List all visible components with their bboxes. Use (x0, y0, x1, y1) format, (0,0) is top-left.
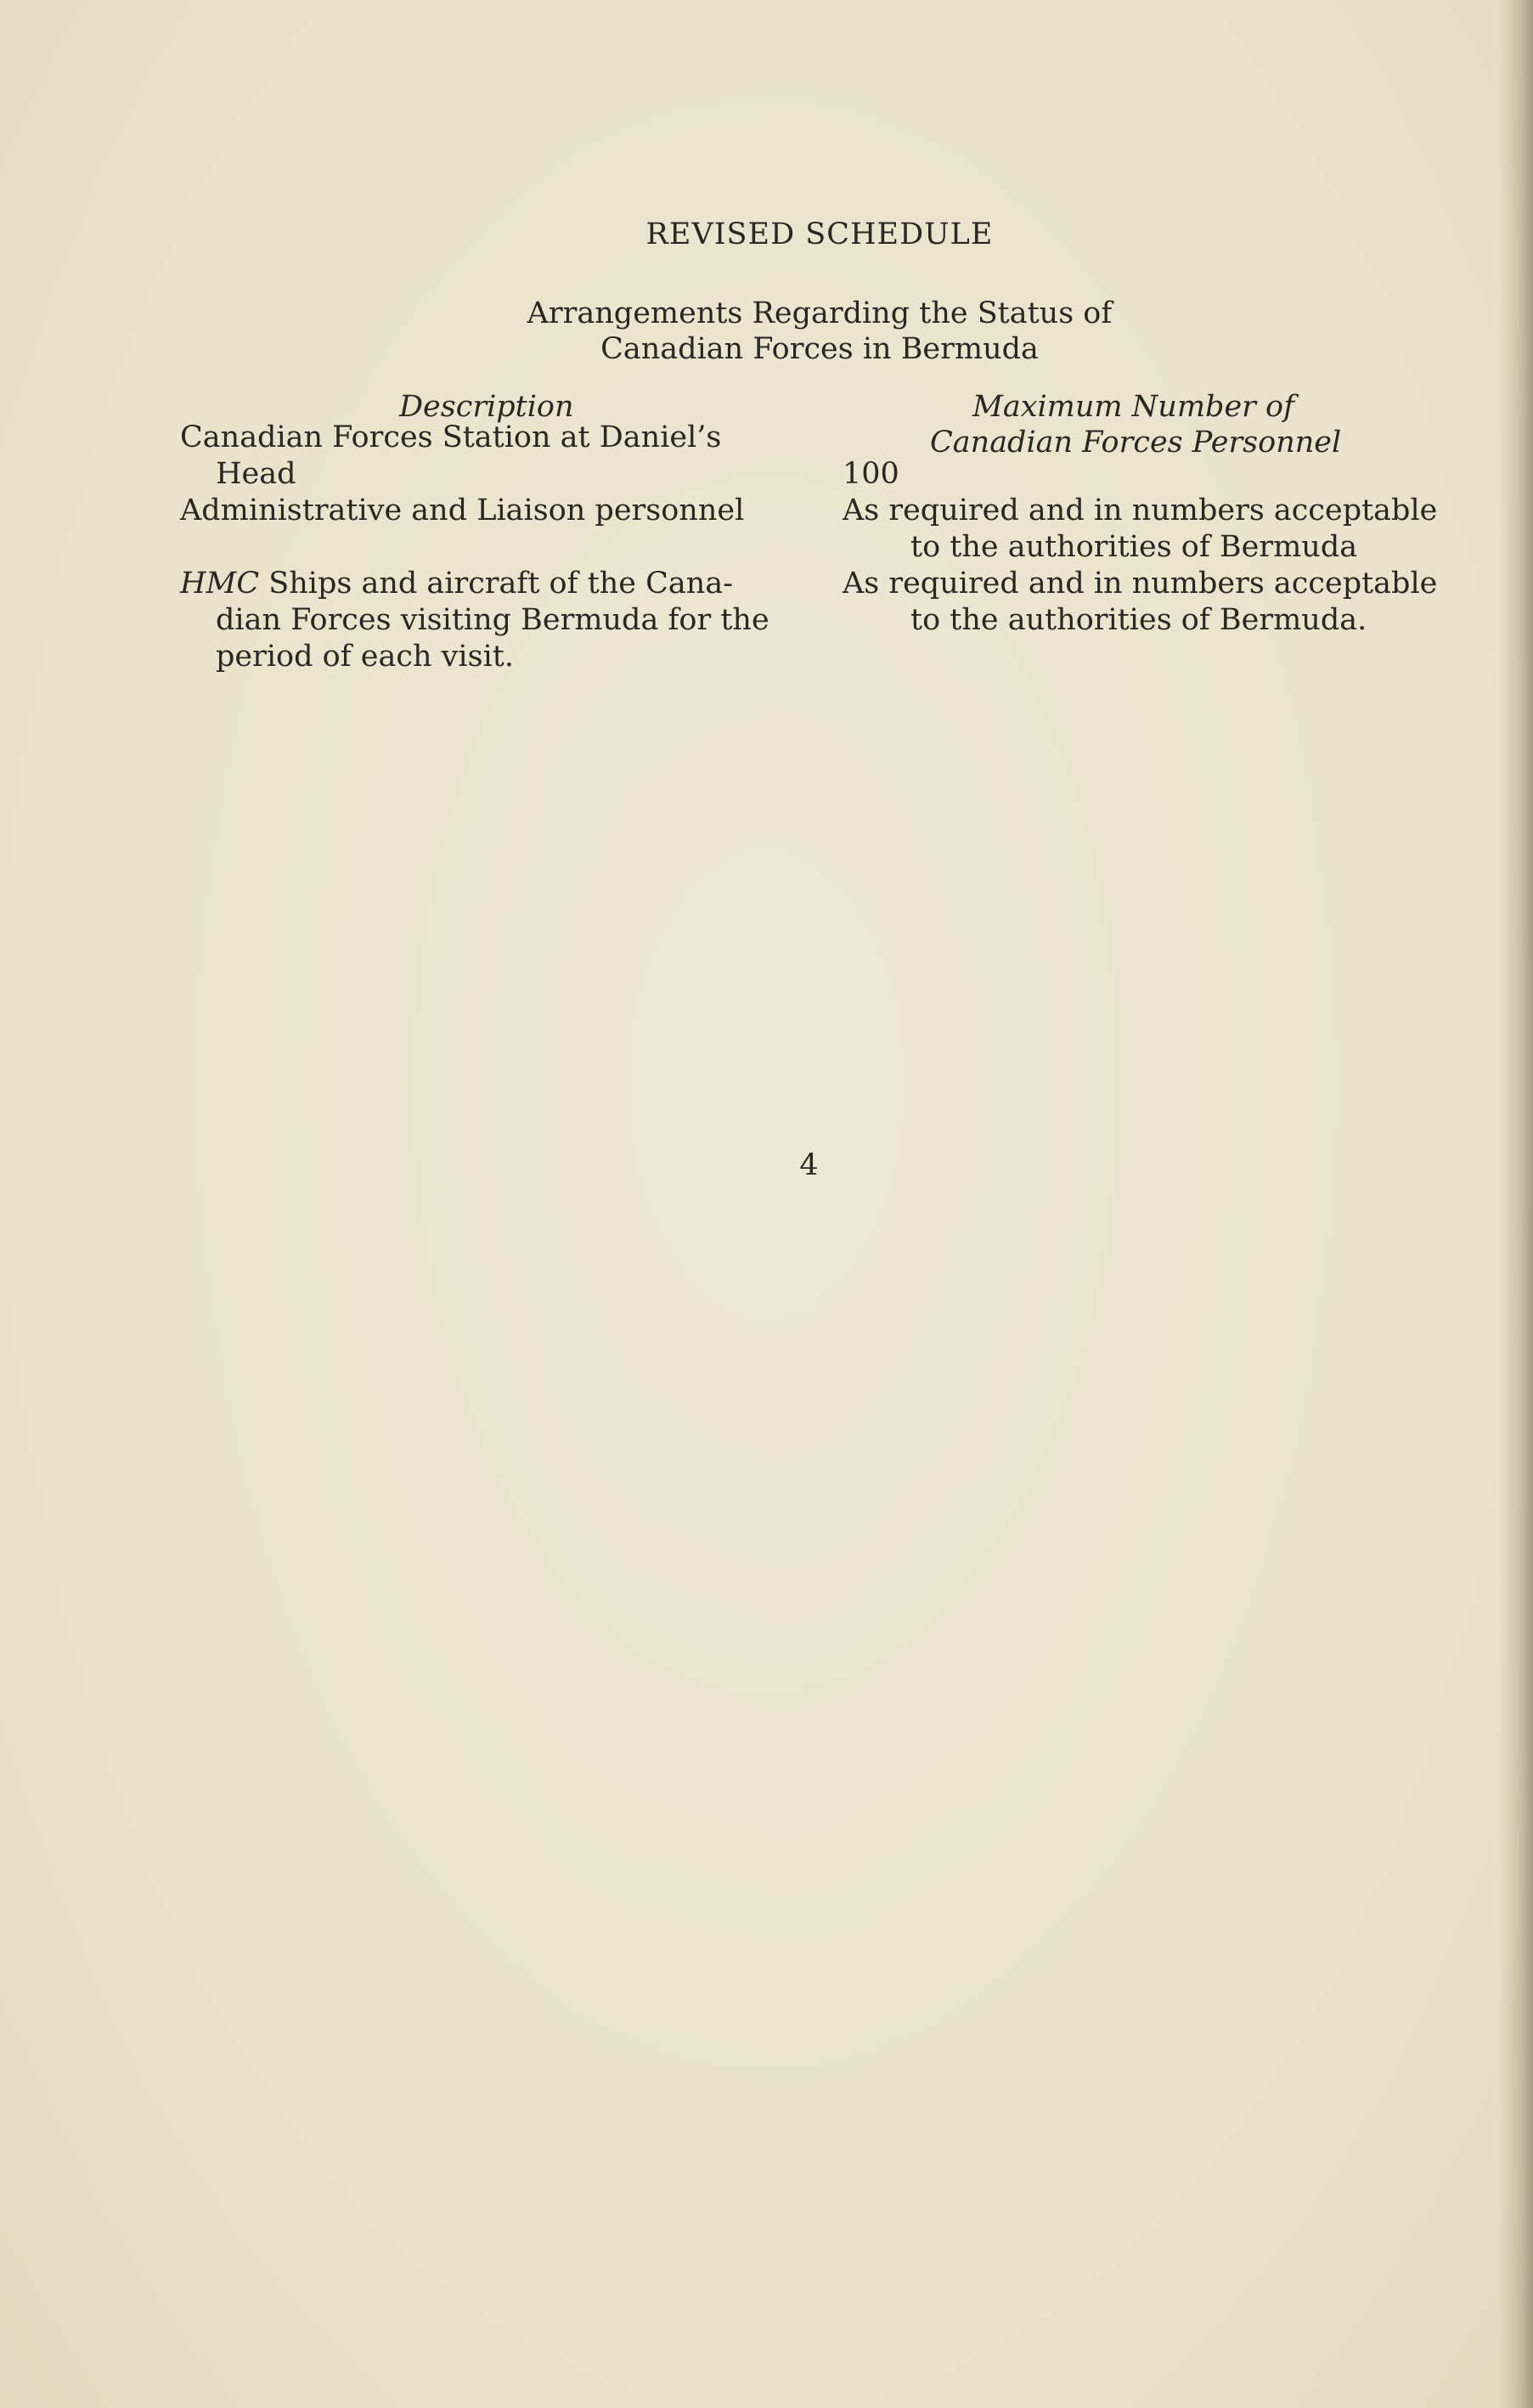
page-number: 4 (799, 1148, 819, 1182)
schedule-subtitle-line1: Arrangements Regarding the Status of (527, 296, 1113, 330)
row-3-description-line2: dian Forces visiting Bermuda for the (216, 603, 769, 637)
schedule-subtitle-line2: Canadian Forces in Bermuda (600, 332, 1039, 366)
row-3-maximum-line2: to the authorities of Bermuda. (910, 603, 1367, 637)
schedule-title: REVISED SCHEDULE (645, 217, 994, 251)
maximum-column-header-line1: Maximum Number of (972, 390, 1295, 424)
row-3-description-line3: period of each visit. (216, 640, 514, 674)
row-3-description-line1: HMC Ships and aircraft of the Cana- (180, 567, 734, 601)
row-3-maximum (843, 566, 1488, 639)
maximum-column-header-line2: Canadian Forces Personnel (930, 426, 1342, 460)
row-3-maximum-line1: As required and in numbers acceptable (843, 567, 1438, 601)
description-column-header: Description (399, 390, 574, 424)
row-2-description: Administrative and Liaison personnel (180, 493, 745, 527)
row-1-maximum: 100 (843, 457, 899, 491)
row-2-maximum (843, 493, 1488, 566)
row-3-description-prefix: HMC (180, 567, 260, 601)
row-1-description (180, 420, 804, 493)
row-3-description (180, 566, 804, 675)
row-2-maximum-line2: to the authorities of Bermuda (910, 530, 1358, 564)
row-1-description-line2: Head (216, 457, 296, 491)
row-2-maximum-line1: As required and in numbers acceptable (843, 493, 1438, 527)
row-1-description-line1: Canadian Forces Station at Daniel’s (180, 420, 722, 454)
